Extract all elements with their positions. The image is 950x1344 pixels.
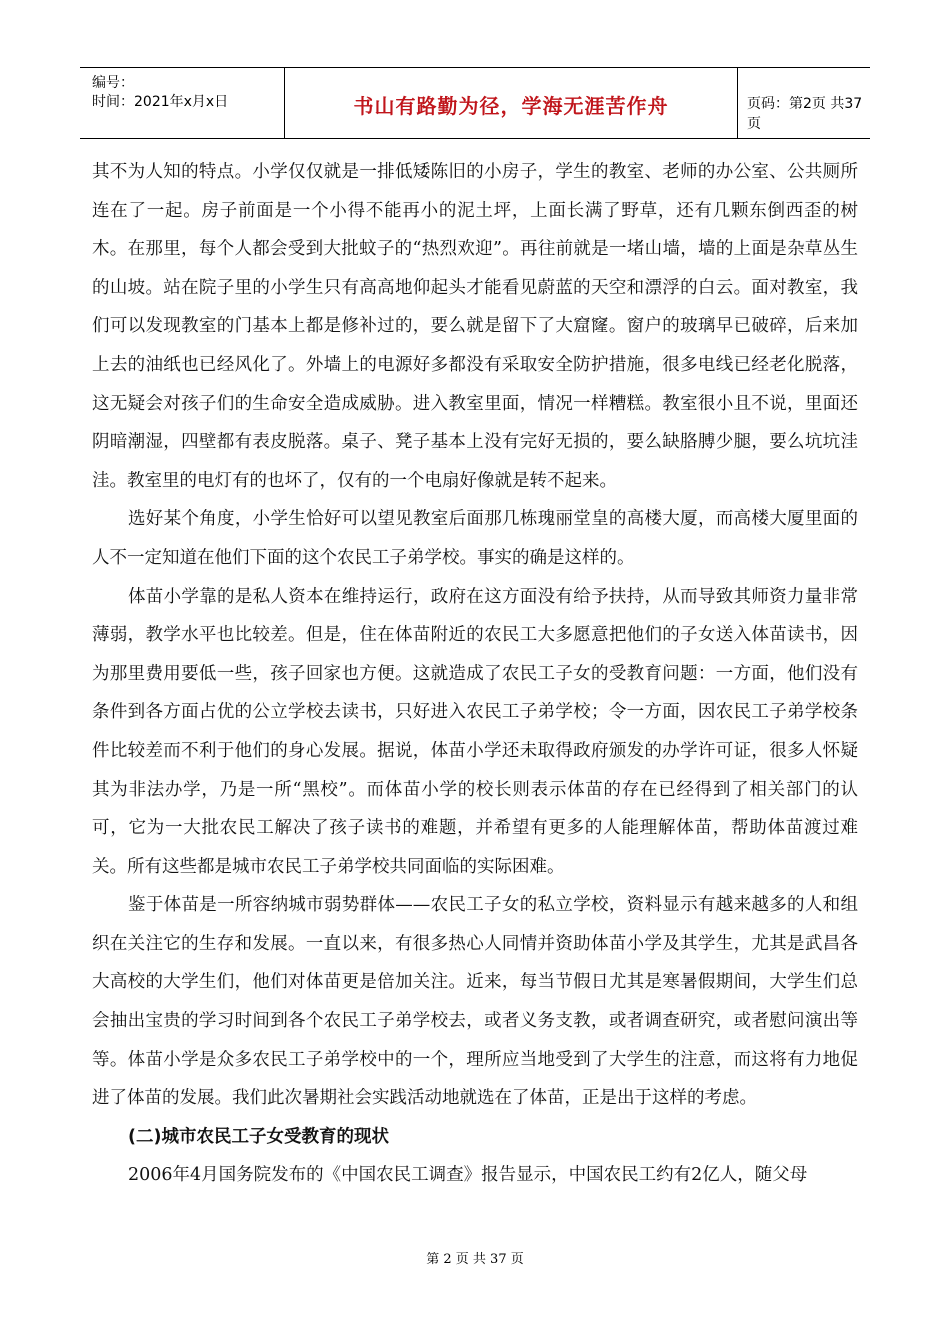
header-motto: 书山有路勤为径，学海无涯苦作舟 xyxy=(353,94,669,118)
body-paragraph: 其不为人知的特点。小学仅仅就是一排低矮陈旧的小房子，学生的教室、老师的办公室、公共厕所连在了一起。房子前面是一个小得不能再小的泥土坪，上面长满了野草，还有几颗东倒西歪的树木。在那里，每个人都会受到大批蚊子的“热烈欢迎”。再往前就是一堵山墙，墙的上面是杂草丛生的山坡。站在院子里的小学生只有高高地仰起头才能看见蔚蓝的天空和漂浮的白云。面对教室，我们可以发现教室的门基本上都是修补过的，要么就是留下了大窟窿。窗户的玻璃早已破碎，后来加上去的油纸也已经风化了。外墙上的电源好多都没有采取安全防护措施，很多电线已经老化脱落，这无疑会对孩子们的生命安全造成威胁。进入教室里面，情况一样糟糕。教室很小且不说，里面还阴暗潮湿，四壁都有表皮脱落。桌子、凳子基本上没有完好无损的，要么缺胳膊少腿，要么坑坑洼洼。教室里的电灯有的也坏了，仅有的一个电扇好像就是转不起来。 xyxy=(92,162,858,491)
document-number-label: 编号： xyxy=(92,75,134,91)
header-motto-cell xyxy=(284,68,738,138)
header-page-code: 页码：第2页 共37页 xyxy=(747,96,863,132)
header-meta-cell xyxy=(80,68,280,138)
page-header xyxy=(80,67,870,139)
page-footer: 第 2 页 共 37 页 xyxy=(426,1252,524,1267)
document-body xyxy=(92,153,858,1195)
header-page-cell xyxy=(737,68,870,138)
body-paragraph: 体苗小学靠的是私人资本在维持运行，政府在这方面没有给予扶持，从而导致其师资力量非常薄弱，教学水平也比较差。但是，住在体苗附近的农民工大多愿意把他们的子女送入体苗读书，因为那里费用要低一些，孩子回家也方便。这就造成了农民工子女的受教育问题：一方面，他们没有条件到各方面占优的公立学校去读书，只好进入农民工子弟学校；令一方面，因农民工子弟学校条件比较差而不利于他们的身心发展。据说，体苗小学还未取得政府颁发的办学许可证，很多人怀疑其为非法办学，乃是一所“黑校”。而体苗小学的校长则表示体苗的存在已经得到了相关部门的认可，它为一大批农民工解决了孩子读书的难题，并希望有更多的人能理解体苗，帮助体苗渡过难关。所有这些都是城市农民工子弟学校共同面临的实际困难。 xyxy=(92,586,858,877)
body-paragraph: 选好某个角度，小学生恰好可以望见教室后面那几栋瑰丽堂皇的高楼大厦，而高楼大厦里面的人不一定知道在他们下面的这个农民工子弟学校。事实的确是这样的。 xyxy=(92,509,858,568)
body-paragraph: 2006年4月国务院发布的《中国农民工调查》报告显示，中国农民工约有2亿人，随父母 xyxy=(128,1165,808,1186)
section-heading: (二)城市农民工子女受教育的现状 xyxy=(128,1126,389,1147)
document-time-label: 时间：2021年x月x日 xyxy=(92,94,229,110)
body-paragraph: 鉴于体苗是一所容纳城市弱势群体——农民工子女的私立学校，资料显示有越来越多的人和组织在关注它的生存和发展。一直以来，有很多热心人同情并资助体苗小学及其学生，尤其是武昌各大高校的大学生们，他们对体苗更是倍加关注。近来，每当节假日尤其是寒暑假期间，大学生们总会抽出宝贵的学习时间到各个农民工子弟学校去，或者义务支教，或者调查研究，或者慰问演出等等。体苗小学是众多农民工子弟学校中的一个，理所应当地受到了大学生的注意，而这将有力地促进了体苗的发展。我们此次暑期社会实践活动地就选在了体苗，正是出于这样的考虑。 xyxy=(92,895,858,1109)
